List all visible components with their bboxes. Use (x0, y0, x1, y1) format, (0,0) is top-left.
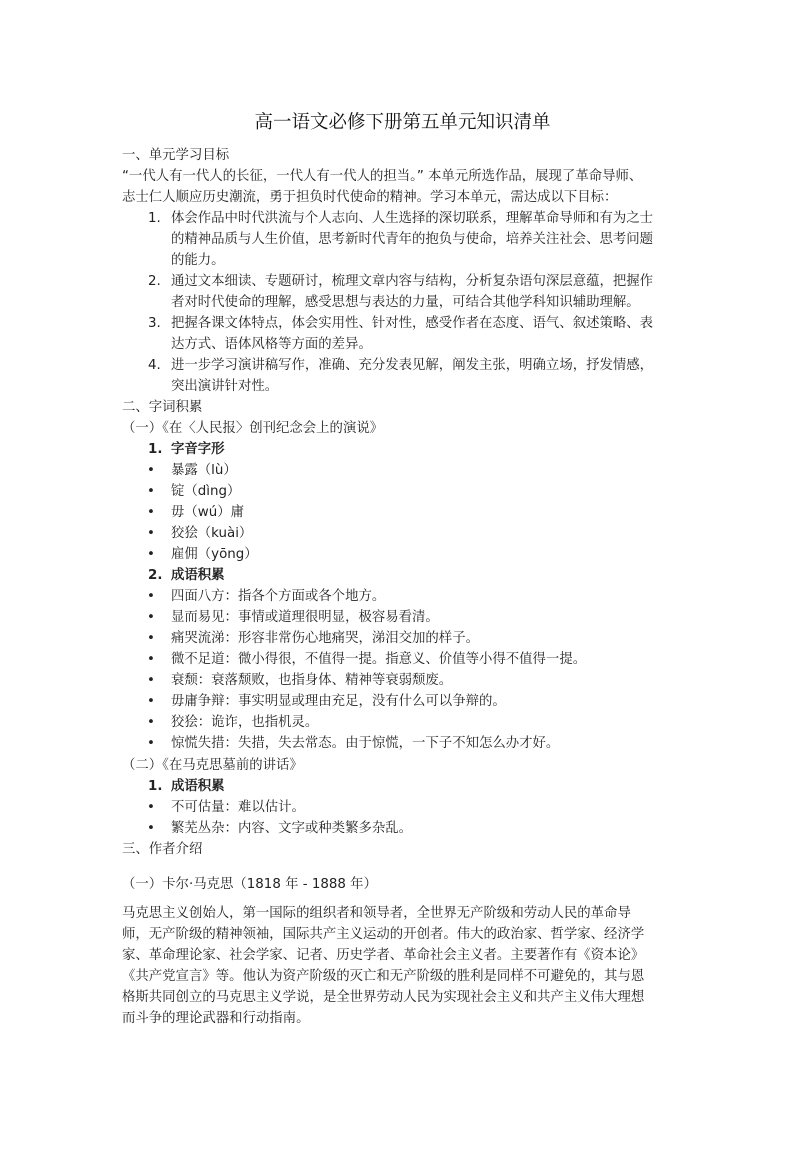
bullet-icon: • (147, 673, 155, 688)
intro-line: “一代人有一代人的长征，一代人有一代人的担当。” 本单元所选作品，展现了革命导师、 (122, 169, 643, 184)
intro-line: 志士仁人顺应历史潮流，勇于担负时代使命的精神。学习本单元，需达成以下目标： (122, 190, 618, 205)
goal-line: 者对时代使命的理解，感受思想与表达的力量，可结合其他学科知识辅助理解。 (171, 295, 640, 310)
subsection-title: （二）《在马克思墓前的讲话》 (122, 758, 303, 773)
goal-line: 进一步学习演讲稿写作，准确、充分发表见解，阐发主张，明确立场，抒发情感， (171, 358, 654, 373)
list-item: 惊慌失措：失措，失去常态。由于惊慌，一下子不知怎么办才好。 (171, 736, 560, 751)
subsection-title: （一）《在〈人民报〉创刊纪念会上的演说》 (122, 421, 384, 436)
paragraph-line: 格斯共同创立的马克思主义学说，是全世界劳动人民为实现社会主义和共产主义伟大理想 (122, 990, 645, 1005)
sub-heading: 成语积累 (171, 779, 225, 794)
section-heading-author: 三、作者介绍 (122, 842, 203, 857)
list-item: 微不足道：微小得很，不值得一提。指意义、价值等小得不值得一提。 (171, 652, 587, 667)
list-item: 狡狯（kuài） (171, 526, 253, 541)
paragraph-line: 《共产党宣言》等。他认为资产阶级的灭亡和无产阶级的胜利是同样不可避免的，其与恩 (122, 969, 645, 984)
sub-number: 2. (148, 568, 163, 583)
paragraph-line: 马克思主义创始人，第一国际的组织者和领导者，全世界无产阶级和劳动人民的革命导 (122, 906, 631, 921)
bullet-icon: • (147, 821, 155, 836)
bullet-icon: • (147, 547, 155, 562)
sub-heading: 成语积累 (171, 568, 225, 583)
section-heading-goals: 一、单元学习目标 (122, 148, 230, 163)
bullet-icon: • (147, 800, 155, 815)
list-item: 锭（dìng） (171, 484, 241, 499)
paragraph-line: 师，无产阶级的精神领袖，国际共产主义运动的开创者。伟大的政治家、哲学家、经济学 (122, 927, 645, 942)
sub-heading: 字音字形 (171, 442, 225, 457)
bullet-icon: • (147, 526, 155, 541)
list-item: 四面八方：指各个方面或各个地方。 (171, 589, 386, 604)
bullet-icon: • (147, 715, 155, 730)
bullet-icon: • (147, 652, 155, 667)
bullet-icon: • (147, 610, 155, 625)
sub-number: 1. (148, 442, 163, 457)
goal-line: 把握各课文体特点，体会实用性、针对性，感受作者在态度、语气、叙述策略、表 (171, 316, 654, 331)
list-item: 暴露（lù） (171, 463, 237, 478)
sub-number: 1. (148, 779, 163, 794)
list-item: 痛哭流涕：形容非常伤心地痛哭，涕泪交加的样子。 (171, 631, 479, 646)
subsection-title: （一）卡尔·马克思（1818 年 - 1888 年） (122, 877, 377, 892)
goal-number: 2. (148, 274, 161, 289)
goal-line: 达方式、语体风格等方面的差异。 (171, 337, 372, 352)
list-item: 狡狯：诡诈，也指机灵。 (171, 715, 319, 730)
goal-number: 1. (148, 211, 161, 226)
bullet-icon: • (147, 589, 155, 604)
list-item: 不可估量：难以估计。 (171, 800, 305, 815)
bullet-icon: • (147, 736, 155, 751)
goal-number: 4. (148, 358, 161, 373)
list-item: 显而易见：事情或道理很明显，极容易看清。 (171, 610, 439, 625)
goal-line: 的精神品质与人生价值，思考新时代青年的抱负与使命，培养关注社会、思考问题 (171, 232, 654, 247)
paragraph-line: 而斗争的理论武器和行动指南。 (122, 1011, 310, 1026)
goal-number: 3. (148, 316, 161, 331)
list-item: 衰颓：衰落颓败，也指身体、精神等衰弱颓废。 (171, 673, 453, 688)
goal-line: 的能力。 (171, 253, 225, 268)
page-title: 高一语文必修下册第五单元知识清单 (254, 112, 551, 133)
goal-line: 体会作品中时代洪流与个人志向、人生选择的深切联系，理解革命导师和有为之士 (171, 211, 654, 226)
section-heading-vocab: 二、字词积累 (122, 400, 203, 415)
goal-line: 通过文本细读、专题研讨，梳理文章内容与结构，分析复杂语句深层意蕴，把握作 (171, 274, 654, 289)
bullet-icon: • (147, 463, 155, 478)
bullet-icon: • (147, 484, 155, 499)
goal-line: 突出演讲针对性。 (171, 379, 279, 394)
bullet-icon: • (147, 505, 155, 520)
list-item: 毋庸争辩：事实明显或理由充足，没有什么可以争辩的。 (171, 694, 506, 709)
list-item: 毋（wú）庸 (171, 505, 245, 520)
list-item: 雇佣（yōng） (171, 547, 258, 562)
list-item: 繁芜丛杂：内容、文字或种类繁多杂乱。 (171, 821, 413, 836)
bullet-icon: • (147, 631, 155, 646)
bullet-icon: • (147, 694, 155, 709)
paragraph-line: 家、革命理论家、社会学家、记者、历史学者、革命社会主义者。主要著作有《资本论》 (122, 948, 645, 963)
